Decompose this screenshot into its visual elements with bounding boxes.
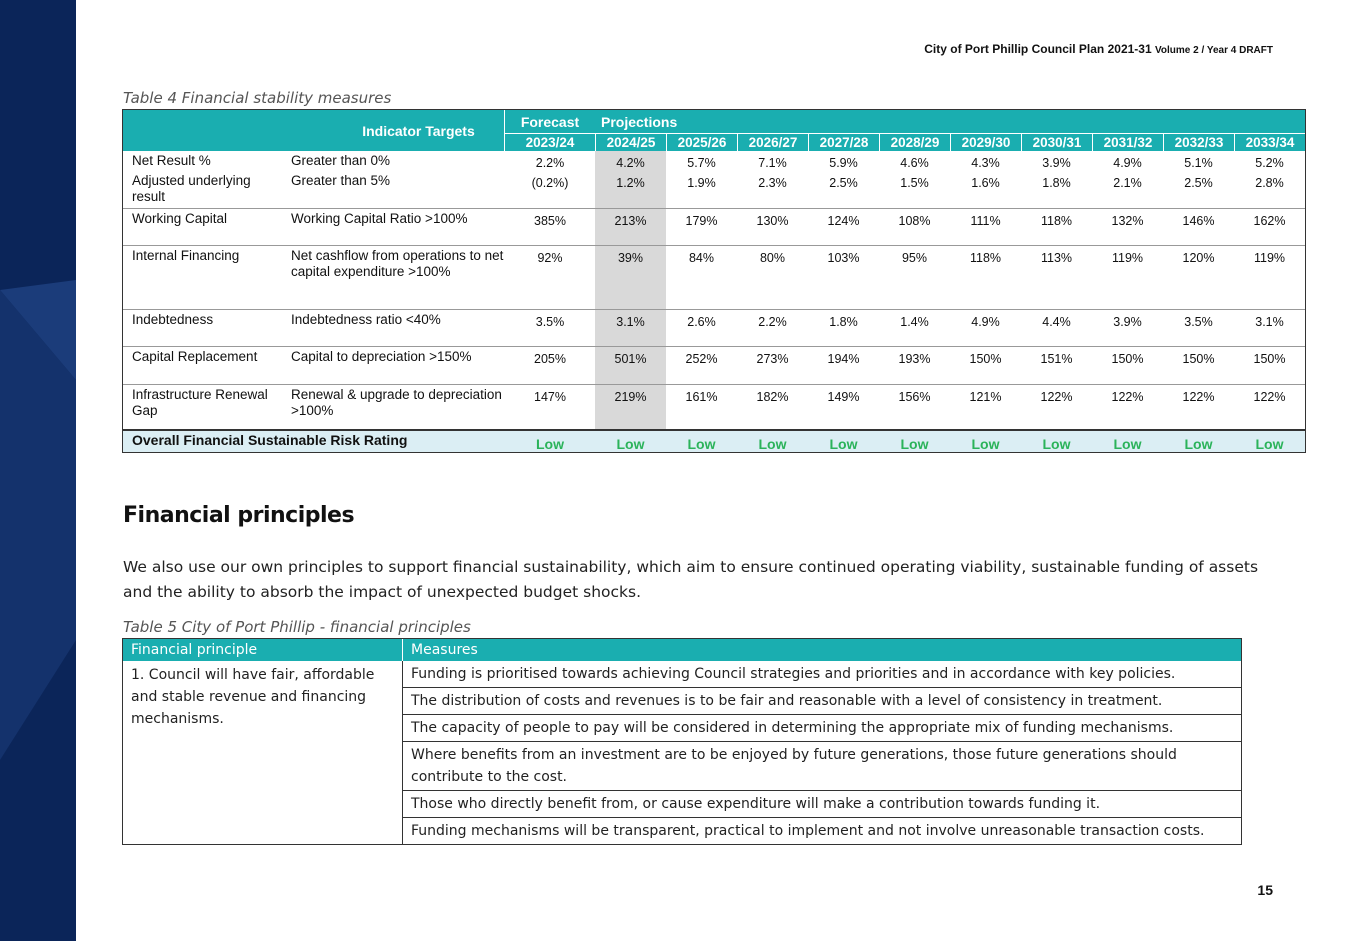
value-cell: 4.9% <box>971 315 1000 329</box>
value-cell: 4.9% <box>1113 156 1142 170</box>
value-cell: 156% <box>898 390 931 404</box>
value-cell: 2.2% <box>535 156 565 170</box>
financial-stability-table <box>122 109 1306 453</box>
table5-body <box>123 661 1241 844</box>
year-header: 2028/29 <box>879 134 950 152</box>
table-row <box>123 385 1305 429</box>
value-cell: 122% <box>1253 390 1286 404</box>
year-header: 2026/27 <box>737 134 808 152</box>
risk-rating-cell: Low <box>616 436 645 452</box>
value-cell: 2.8% <box>1255 176 1284 190</box>
year-header: 2032/33 <box>1163 134 1234 152</box>
measure-row: The capacity of people to pay will be considered in determining the appropriate mix of funding mechanisms. <box>403 715 1241 742</box>
year-header: 2030/31 <box>1021 134 1092 152</box>
indicator-cell: Indebtedness <box>132 312 214 327</box>
table-row <box>123 171 1305 209</box>
value-cell: 7.1% <box>758 156 787 170</box>
value-cell: 151% <box>1040 352 1073 366</box>
risk-rating-label: Overall Financial Sustainable Risk Rating <box>132 432 408 448</box>
risk-rating-cell: Low <box>1184 436 1213 452</box>
value-cell: 4.4% <box>1042 315 1071 329</box>
indicator-cell: Internal Financing <box>132 248 240 263</box>
target-cell: Renewal & upgrade to depreciation >100% <box>291 387 502 418</box>
value-cell: 122% <box>1182 390 1215 404</box>
value-cell: 119% <box>1253 251 1286 265</box>
target-cell: Working Capital Ratio >100% <box>291 211 468 226</box>
value-cell: 4.3% <box>971 156 1000 170</box>
page-number: 15 <box>1257 882 1273 898</box>
indicator-cell: Net Result % <box>132 153 211 168</box>
measure-row: Where benefits from an investment are to be enjoyed by future generations, those future generations should contribute to the cost. <box>403 742 1241 791</box>
value-cell: 118% <box>1040 214 1073 228</box>
header-indicator-targets: Indicator Targets <box>123 110 505 151</box>
value-cell: 161% <box>685 390 718 404</box>
value-cell: 5.9% <box>829 156 858 170</box>
value-cell: 147% <box>534 390 566 404</box>
table-row <box>123 310 1305 347</box>
table-row <box>123 151 1305 171</box>
value-cell: 120% <box>1182 251 1215 265</box>
table-row <box>123 347 1305 385</box>
year-header: 2025/26 <box>666 134 737 152</box>
indicator-cell: Capital Replacement <box>132 349 258 364</box>
value-cell: 162% <box>1253 214 1286 228</box>
value-cell: 194% <box>827 352 860 366</box>
value-cell: 219% <box>614 390 647 404</box>
value-cell: 179% <box>685 214 718 228</box>
measure-row: Funding mechanisms will be transparent, practical to implement and not involve unreasonable transaction costs. <box>411 823 1205 839</box>
value-cell: 4.6% <box>900 156 929 170</box>
value-cell: 113% <box>1040 251 1073 265</box>
target-cell: Net cashflow from operations to net capital expenditure >100% <box>291 248 504 279</box>
value-cell: 193% <box>898 352 931 366</box>
table5-header <box>123 639 1241 661</box>
risk-rating-cell: Low <box>971 436 1000 452</box>
value-cell: 2.5% <box>1184 176 1213 190</box>
value-cell: 124% <box>827 214 860 228</box>
value-cell: 119% <box>1111 251 1144 265</box>
value-cell: 1.8% <box>1042 176 1071 190</box>
value-cell: 3.9% <box>1113 315 1142 329</box>
principle-cell: 1. Council will have fair, affordable and stable revenue and financing mechanisms. <box>123 661 403 844</box>
measure-row: The distribution of costs and revenues is to be fair and reasonable with a level of consistency in treatment. <box>403 688 1241 715</box>
value-cell: 150% <box>1253 352 1286 366</box>
value-cell: 122% <box>1040 390 1073 404</box>
value-cell: 1.2% <box>616 176 645 190</box>
indicator-cell: Working Capital <box>132 211 228 226</box>
risk-rating-cell: Low <box>758 436 787 452</box>
table4-header <box>123 110 1305 151</box>
risk-rating-cell: Low <box>1255 436 1284 452</box>
value-cell: 3.5% <box>1184 315 1213 329</box>
header-years <box>505 133 1305 151</box>
risk-rating-cell: Low <box>687 436 716 452</box>
target-cell: Indebtedness ratio <40% <box>291 312 441 327</box>
table-row <box>123 246 1305 310</box>
value-cell: 3.1% <box>1255 315 1284 329</box>
value-cell: 118% <box>969 251 1002 265</box>
value-cell: 95% <box>901 251 928 265</box>
risk-rating-cell: Low <box>536 436 564 452</box>
value-cell: 501% <box>614 352 647 366</box>
risk-rating-cell: Low <box>829 436 858 452</box>
value-cell: 149% <box>827 390 860 404</box>
table-row <box>123 209 1305 246</box>
value-cell: 92% <box>537 251 563 265</box>
value-cell: 1.9% <box>687 176 716 190</box>
header-forecast: Forecast <box>520 113 580 130</box>
value-cell: 2.2% <box>758 315 787 329</box>
year-header: 2033/34 <box>1234 134 1305 152</box>
value-cell: 385% <box>534 214 566 228</box>
value-cell: 150% <box>1182 352 1215 366</box>
value-cell: 5.2% <box>1255 156 1284 170</box>
year-header: 2029/30 <box>950 134 1021 152</box>
measures-column <box>403 661 1241 844</box>
value-cell: 1.6% <box>971 176 1000 190</box>
value-cell: 2.3% <box>758 176 787 190</box>
year-header: 2024/25 <box>595 134 666 152</box>
table4-body <box>123 151 1305 429</box>
side-decoration-band <box>0 0 76 941</box>
side-band-shapes <box>0 0 76 941</box>
value-cell: 5.7% <box>687 156 716 170</box>
value-cell: 132% <box>1111 214 1144 228</box>
page-header <box>924 42 1273 56</box>
value-cell: 4.2% <box>616 156 645 170</box>
value-cell: 84% <box>688 251 715 265</box>
value-cell: 252% <box>685 352 718 366</box>
value-cell: 213% <box>614 214 647 228</box>
year-header: 2031/32 <box>1092 134 1163 152</box>
header-financial-principle: Financial principle <box>123 639 403 661</box>
value-cell: 122% <box>1111 390 1144 404</box>
value-cell: 121% <box>969 390 1002 404</box>
table4-caption: Table 4 Financial stability measures <box>123 89 392 107</box>
measure-row: Funding is prioritised towards achieving Council strategies and priorities and in accordance with key policies. <box>403 661 1241 688</box>
value-cell: (0.2%) <box>531 176 569 190</box>
value-cell: 182% <box>756 390 789 404</box>
value-cell: 273% <box>756 352 789 366</box>
value-cell: 2.1% <box>1113 176 1142 190</box>
indicator-cell: Infrastructure Renewal Gap <box>132 387 268 418</box>
year-header: 2027/28 <box>808 134 879 152</box>
section-intro: We also use our own principles to support financial sustainability, which aim to ensure continued operating viability, sustainable funding of assets and the ability to absorb the impact of unexpected budget shocks. <box>123 558 1259 601</box>
indicator-cell: Adjusted underlying result <box>132 173 251 204</box>
target-cell: Greater than 5% <box>291 173 391 188</box>
risk-rating-cell: Low <box>1113 436 1142 452</box>
value-cell: 3.5% <box>535 315 565 329</box>
value-cell: 108% <box>898 214 931 228</box>
value-cell: 3.9% <box>1042 156 1071 170</box>
header-projections: Projections <box>601 113 678 130</box>
value-cell: 130% <box>756 214 789 228</box>
header-measures: Measures <box>411 642 478 658</box>
value-cell: 1.8% <box>829 315 858 329</box>
value-cell: 80% <box>759 251 786 265</box>
header-title: City of Port Phillip Council Plan 2021-31 <box>924 42 1152 56</box>
value-cell: 1.4% <box>900 315 929 329</box>
header-subtitle: Volume 2 / Year 4 DRAFT <box>1154 45 1273 56</box>
value-cell: 1.5% <box>900 176 929 190</box>
value-cell: 3.1% <box>616 315 645 329</box>
table5-caption: Table 5 City of Port Phillip - financial principles <box>123 618 471 636</box>
value-cell: 103% <box>827 251 860 265</box>
value-cell: 2.5% <box>829 176 858 190</box>
value-cell: 146% <box>1182 214 1215 228</box>
risk-rating-cell: Low <box>1042 436 1071 452</box>
financial-principles-table <box>122 638 1242 845</box>
target-cell: Capital to depreciation >150% <box>291 349 472 364</box>
value-cell: 111% <box>970 214 1001 228</box>
value-cell: 5.1% <box>1184 156 1213 170</box>
value-cell: 39% <box>617 251 644 265</box>
value-cell: 205% <box>534 352 566 366</box>
risk-rating-row <box>123 429 1305 452</box>
value-cell: 150% <box>1111 352 1144 366</box>
year-header: 2023/24 <box>525 134 575 150</box>
value-cell: 2.6% <box>687 315 716 329</box>
section-title: Financial principles <box>123 503 355 528</box>
measure-row: Those who directly benefit from, or cause expenditure will make a contribution towards funding it. <box>403 791 1241 818</box>
target-cell: Greater than 0% <box>291 153 391 168</box>
value-cell: 150% <box>969 352 1002 366</box>
risk-rating-cell: Low <box>900 436 929 452</box>
